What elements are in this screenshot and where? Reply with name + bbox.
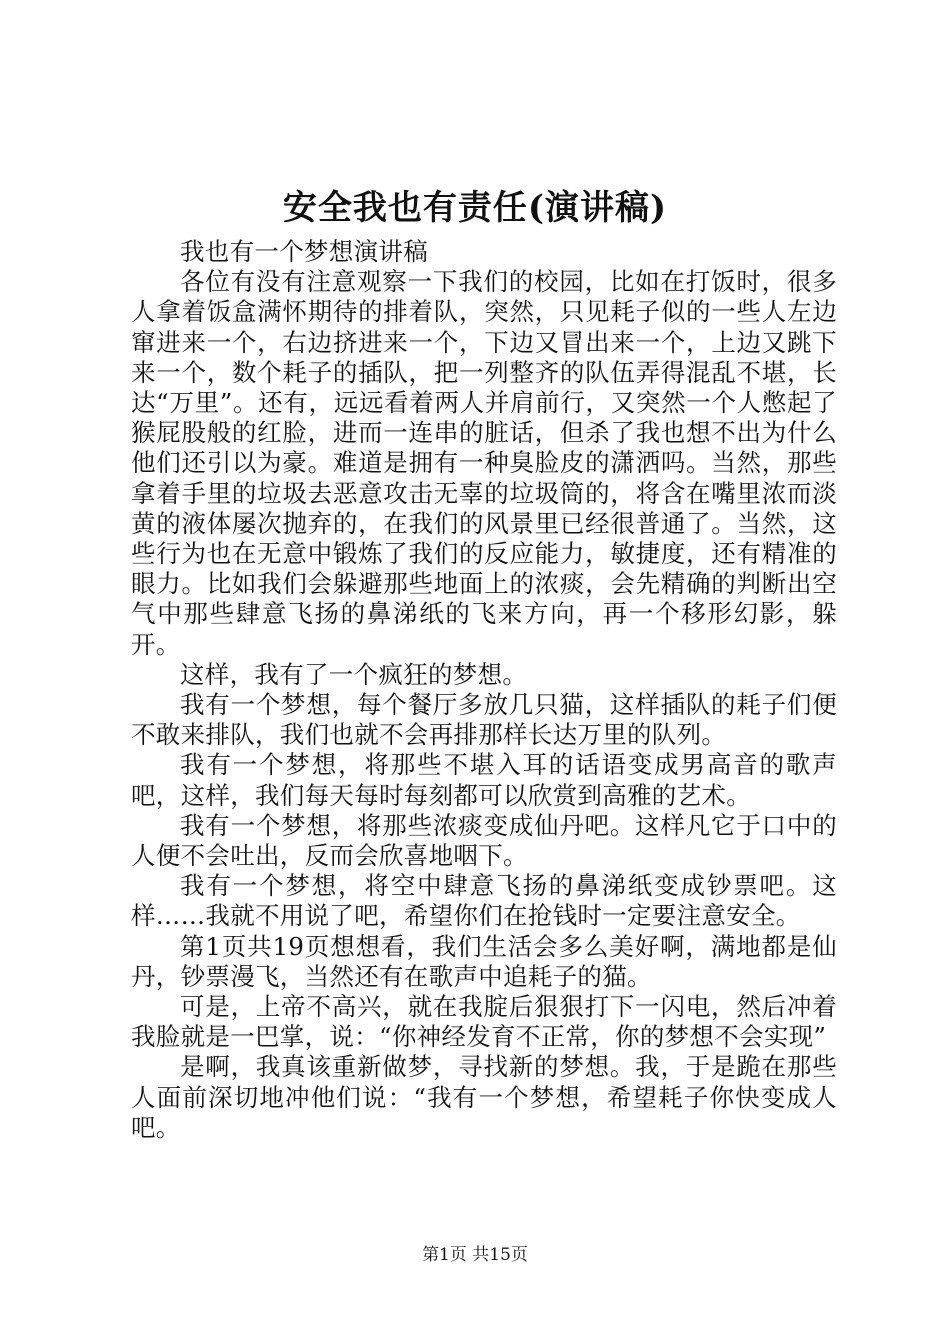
paragraph: 我有一个梦想，将那些不堪入耳的话语变成男高音的歌声吧，这样，我们每天每时每刻都可以欣赏到高雅的艺术。 (131, 750, 837, 810)
paragraph: 这样，我有了一个疯狂的梦想。 (180, 659, 528, 689)
paragraph: 是啊，我真该重新做梦，寻找新的梦想。我，于是跪在那些人面前深切地冲他们说：“我有一个梦想，希望耗子你快变成人吧。 (131, 1052, 837, 1142)
document-body (131, 237, 837, 1143)
paragraph: 我有一个梦想，将那些浓痰变成仙丹吧。这样凡它于口中的人便不会吐出，反而会欣喜地咽下。 (131, 810, 837, 871)
paragraph: 我有一个梦想，每个餐厅多放几只猫，这样插队的耗子们便不敢来排队，我们也就不会再排那样长达万里的队列。 (131, 690, 837, 750)
paragraph: 我有一个梦想，将空中肆意飞扬的鼻涕纸变成钞票吧。这样……我就不用说了吧，希望你们在抢钱时一定要注意安全。 (131, 871, 837, 931)
paragraph: 第1页共19页想想看，我们生活会多么美好啊，满地都是仙丹，钞票漫飞，当然还有在歌声中追耗子的猫。 (131, 931, 837, 991)
paragraph: 可是，上帝不高兴，就在我腚后狠狠打下一闪电，然后冲着我脸就是一巴掌，说：“你神经发育不正常，你的梦想不会实现” (131, 992, 837, 1052)
paragraph: 各位有没有注意观察一下我们的校园，比如在打饭时，很多人拿着饭盒满怀期待的排着队，突然，只见耗子似的一些人左边窜进来一个，右边挤进来一个，下边又冒出来一个，上边又跳下来一个，数个耗子的插队，把一列整齐的队伍弄得混乱不堪，长达“万里”。还有，远远看着两人并肩前行，又突然一个人憋起了猴屁股般的红脸，进而一连串的脏话，但杀了我也想不出为什么他们还引以为豪。难道是拥有一种臭脸皮的潇洒吗。当然，那些拿着手里的垃圾去恶意攻击无辜的垃圾筒的，将含在嘴里浓而淡黄的液体屡次抛弃的，在我们的风景里已经很普通了。当然，这些行为也在无意中锻炼了我们的反应能力，敏捷度，还有精准的眼力。比如我们会躲避那些地面上的浓痰，会先精确的判断出空气中那些肆意飞扬的鼻涕纸的飞来方向，再一个移形幻影，躲开。 (131, 267, 837, 659)
document-title: 安全我也有责任(演讲稿) (282, 188, 668, 228)
page-footer: 第1页 共15页 (422, 1245, 528, 1265)
paragraph-subtitle: 我也有一个梦想演讲稿 (180, 237, 428, 266)
